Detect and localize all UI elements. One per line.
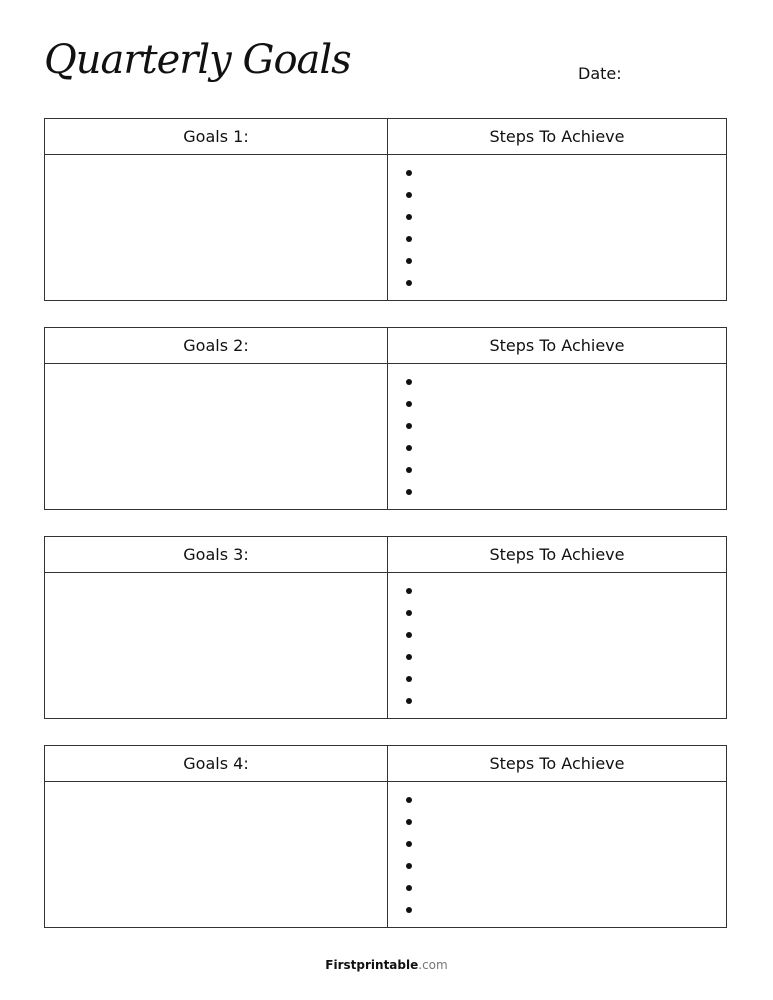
bullet-point <box>406 170 412 176</box>
footer-brand-name: Firstprintable <box>325 958 419 972</box>
goal-label: Goals 4: <box>183 754 249 773</box>
steps-label: Steps To Achieve <box>489 545 625 564</box>
footer-brand <box>0 956 773 974</box>
bullet-point <box>406 654 412 660</box>
steps-label: Steps To Achieve <box>489 754 625 773</box>
bullet-point <box>406 401 412 407</box>
goal-table-3 <box>44 536 727 719</box>
bullet-point <box>406 236 412 242</box>
goal-label: Goals 3: <box>183 545 249 564</box>
bullet-point <box>406 489 412 495</box>
page-title: Quarterly Goals <box>44 37 351 83</box>
footer-brand-tld: .com <box>418 958 448 972</box>
goal-label: Goals 2: <box>183 336 249 355</box>
bullet-point <box>406 841 412 847</box>
goal-table-4 <box>44 745 727 928</box>
bullet-point <box>406 280 412 286</box>
steps-list[interactable] <box>388 364 726 509</box>
steps-list[interactable] <box>388 782 726 927</box>
bullet-point <box>406 632 412 638</box>
bullet-point <box>406 698 412 704</box>
goal-description-area[interactable] <box>45 364 387 509</box>
bullet-point <box>406 610 412 616</box>
bullet-point <box>406 588 412 594</box>
goal-description-area[interactable] <box>45 782 387 927</box>
bullet-point <box>406 258 412 264</box>
goal-description-area[interactable] <box>45 155 387 300</box>
bullet-point <box>406 797 412 803</box>
goal-label: Goals 1: <box>183 127 249 146</box>
goal-header-row <box>45 328 726 364</box>
steps-label: Steps To Achieve <box>489 127 625 146</box>
bullet-point <box>406 467 412 473</box>
goal-description-area[interactable] <box>45 573 387 718</box>
bullet-point <box>406 885 412 891</box>
date-label: Date: <box>578 64 622 83</box>
bullet-point <box>406 676 412 682</box>
steps-list[interactable] <box>388 155 726 300</box>
steps-list[interactable] <box>388 573 726 718</box>
goal-table-1 <box>44 118 727 301</box>
bullet-point <box>406 423 412 429</box>
bullet-point <box>406 445 412 451</box>
bullet-point <box>406 379 412 385</box>
bullet-point <box>406 819 412 825</box>
goal-header-row <box>45 746 726 782</box>
bullet-point <box>406 214 412 220</box>
goal-header-row <box>45 119 726 155</box>
goal-header-row <box>45 537 726 573</box>
steps-label: Steps To Achieve <box>489 336 625 355</box>
bullet-point <box>406 863 412 869</box>
bullet-point <box>406 192 412 198</box>
goal-table-2 <box>44 327 727 510</box>
bullet-point <box>406 907 412 913</box>
